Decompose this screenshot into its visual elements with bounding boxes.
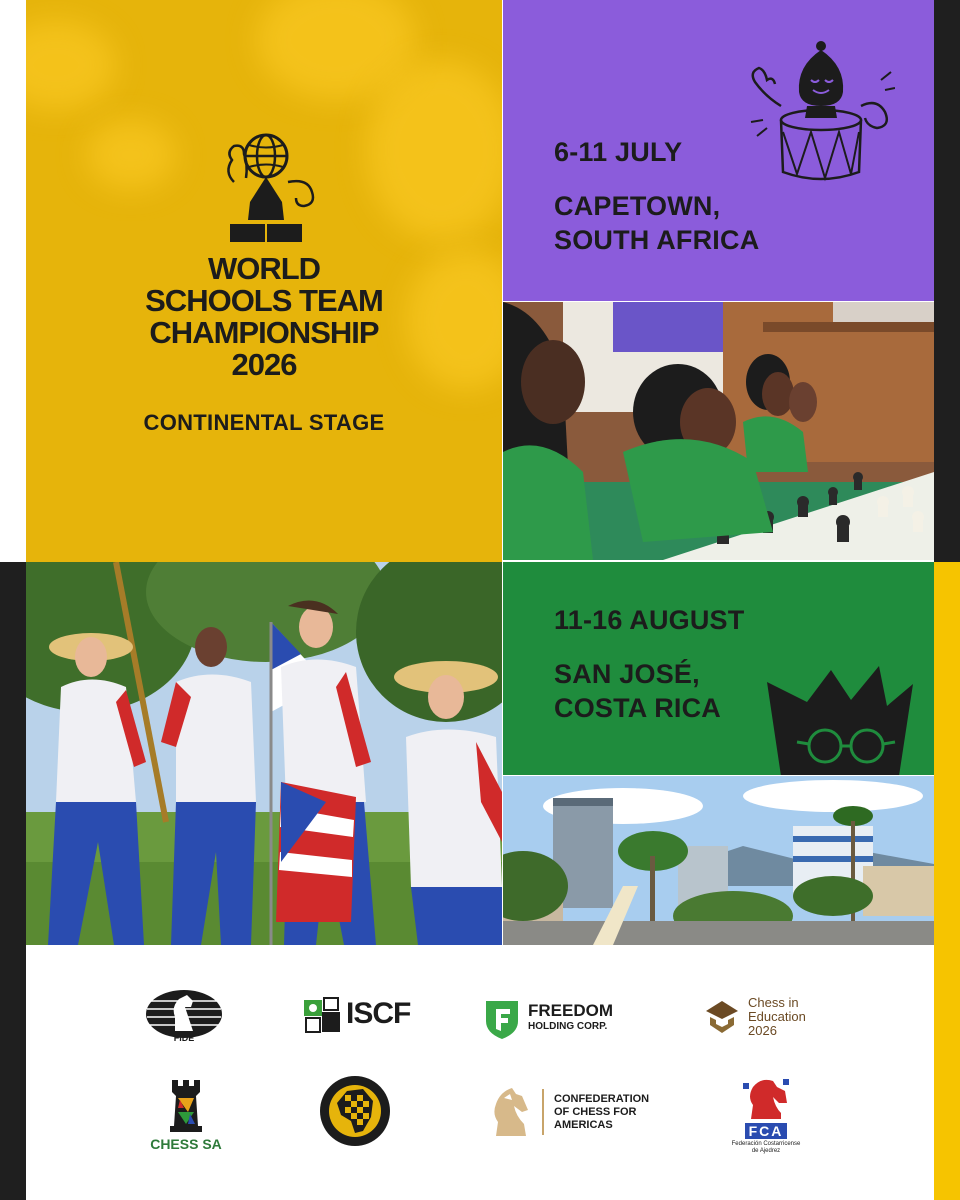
puzzle-piece-icon bbox=[302, 994, 342, 1034]
americas-location-line-1: SAN JOSÉ, bbox=[554, 659, 700, 689]
chess-in-education-emblem-icon bbox=[702, 997, 742, 1037]
title-line-2: SCHOOLS TEAM bbox=[145, 283, 383, 318]
fca-name-2: de Ajedrez bbox=[751, 1148, 781, 1154]
title-line-4: 2026 bbox=[231, 347, 297, 382]
fide-logo bbox=[144, 986, 224, 1046]
fca-logo bbox=[726, 1074, 806, 1158]
students-playing-chess-photo bbox=[503, 302, 934, 560]
sponsor-logos bbox=[26, 946, 934, 1200]
title-panel bbox=[26, 0, 502, 562]
title-line-1: WORLD bbox=[207, 251, 321, 286]
fca-knight-icon bbox=[741, 1077, 791, 1121]
africa-location-line-1: CAPETOWN, bbox=[554, 191, 721, 221]
rook-icon bbox=[168, 1076, 204, 1134]
cie-label-1: Chess in bbox=[748, 995, 799, 1010]
left-border-bottom bbox=[0, 562, 26, 1200]
chess-in-education-logo bbox=[702, 994, 806, 1040]
event-title bbox=[26, 253, 502, 381]
chess-sa-label: CHESS SA bbox=[150, 1136, 222, 1152]
african-confederation-seal-icon bbox=[319, 1075, 391, 1147]
cca-label-2: OF CHESS FOR bbox=[554, 1105, 637, 1118]
team-parade-photo bbox=[26, 562, 502, 945]
fide-emblem-icon bbox=[145, 989, 223, 1039]
cie-label-3: 2026 bbox=[748, 1023, 777, 1038]
right-border-bottom bbox=[934, 562, 960, 1200]
fca-name-1: Federación Costarricense bbox=[731, 1141, 801, 1147]
africa-dates: 6-11 JULY bbox=[554, 137, 683, 167]
title-line-3: CHAMPIONSHIP bbox=[149, 315, 379, 350]
cca-label-3: AMERICAS bbox=[554, 1118, 613, 1131]
pawn-globe-mascot-icon bbox=[204, 132, 324, 244]
event-subtitle: CONTINENTAL STAGE bbox=[143, 410, 385, 435]
iscf-logo bbox=[302, 992, 410, 1036]
freedom-label-2: HOLDING CORP. bbox=[528, 1021, 608, 1032]
bishop-drum-mascot-icon bbox=[745, 36, 895, 186]
chess-sa-logo bbox=[144, 1074, 228, 1154]
freedom-shield-icon bbox=[484, 999, 520, 1039]
right-border-top bbox=[934, 0, 960, 562]
africa-location-line-2: SOUTH AFRICA bbox=[554, 225, 760, 255]
african-chess-confederation-logo bbox=[318, 1074, 392, 1148]
freedom-label-1: FREEDOM bbox=[528, 1001, 613, 1020]
left-border-top bbox=[0, 0, 26, 562]
cca-label-1: CONFEDERATION bbox=[554, 1092, 650, 1105]
americas-stage-panel bbox=[503, 562, 934, 775]
fca-letters: FCA bbox=[745, 1123, 788, 1139]
knight-icon bbox=[486, 1084, 532, 1140]
iscf-label: ISCF bbox=[346, 997, 411, 1030]
san-jose-city-photo bbox=[503, 776, 934, 945]
fide-label: FIDE bbox=[173, 1033, 195, 1043]
americas-dates: 11-16 AUGUST bbox=[554, 605, 745, 635]
americas-location-line-2: COSTA RICA bbox=[554, 693, 721, 723]
freedom-holding-logo bbox=[484, 998, 613, 1040]
cie-label-2: Education bbox=[748, 1009, 806, 1024]
confederation-chess-americas-logo bbox=[486, 1082, 649, 1142]
africa-stage-panel bbox=[503, 0, 934, 301]
king-glasses-mascot-icon bbox=[767, 666, 913, 775]
